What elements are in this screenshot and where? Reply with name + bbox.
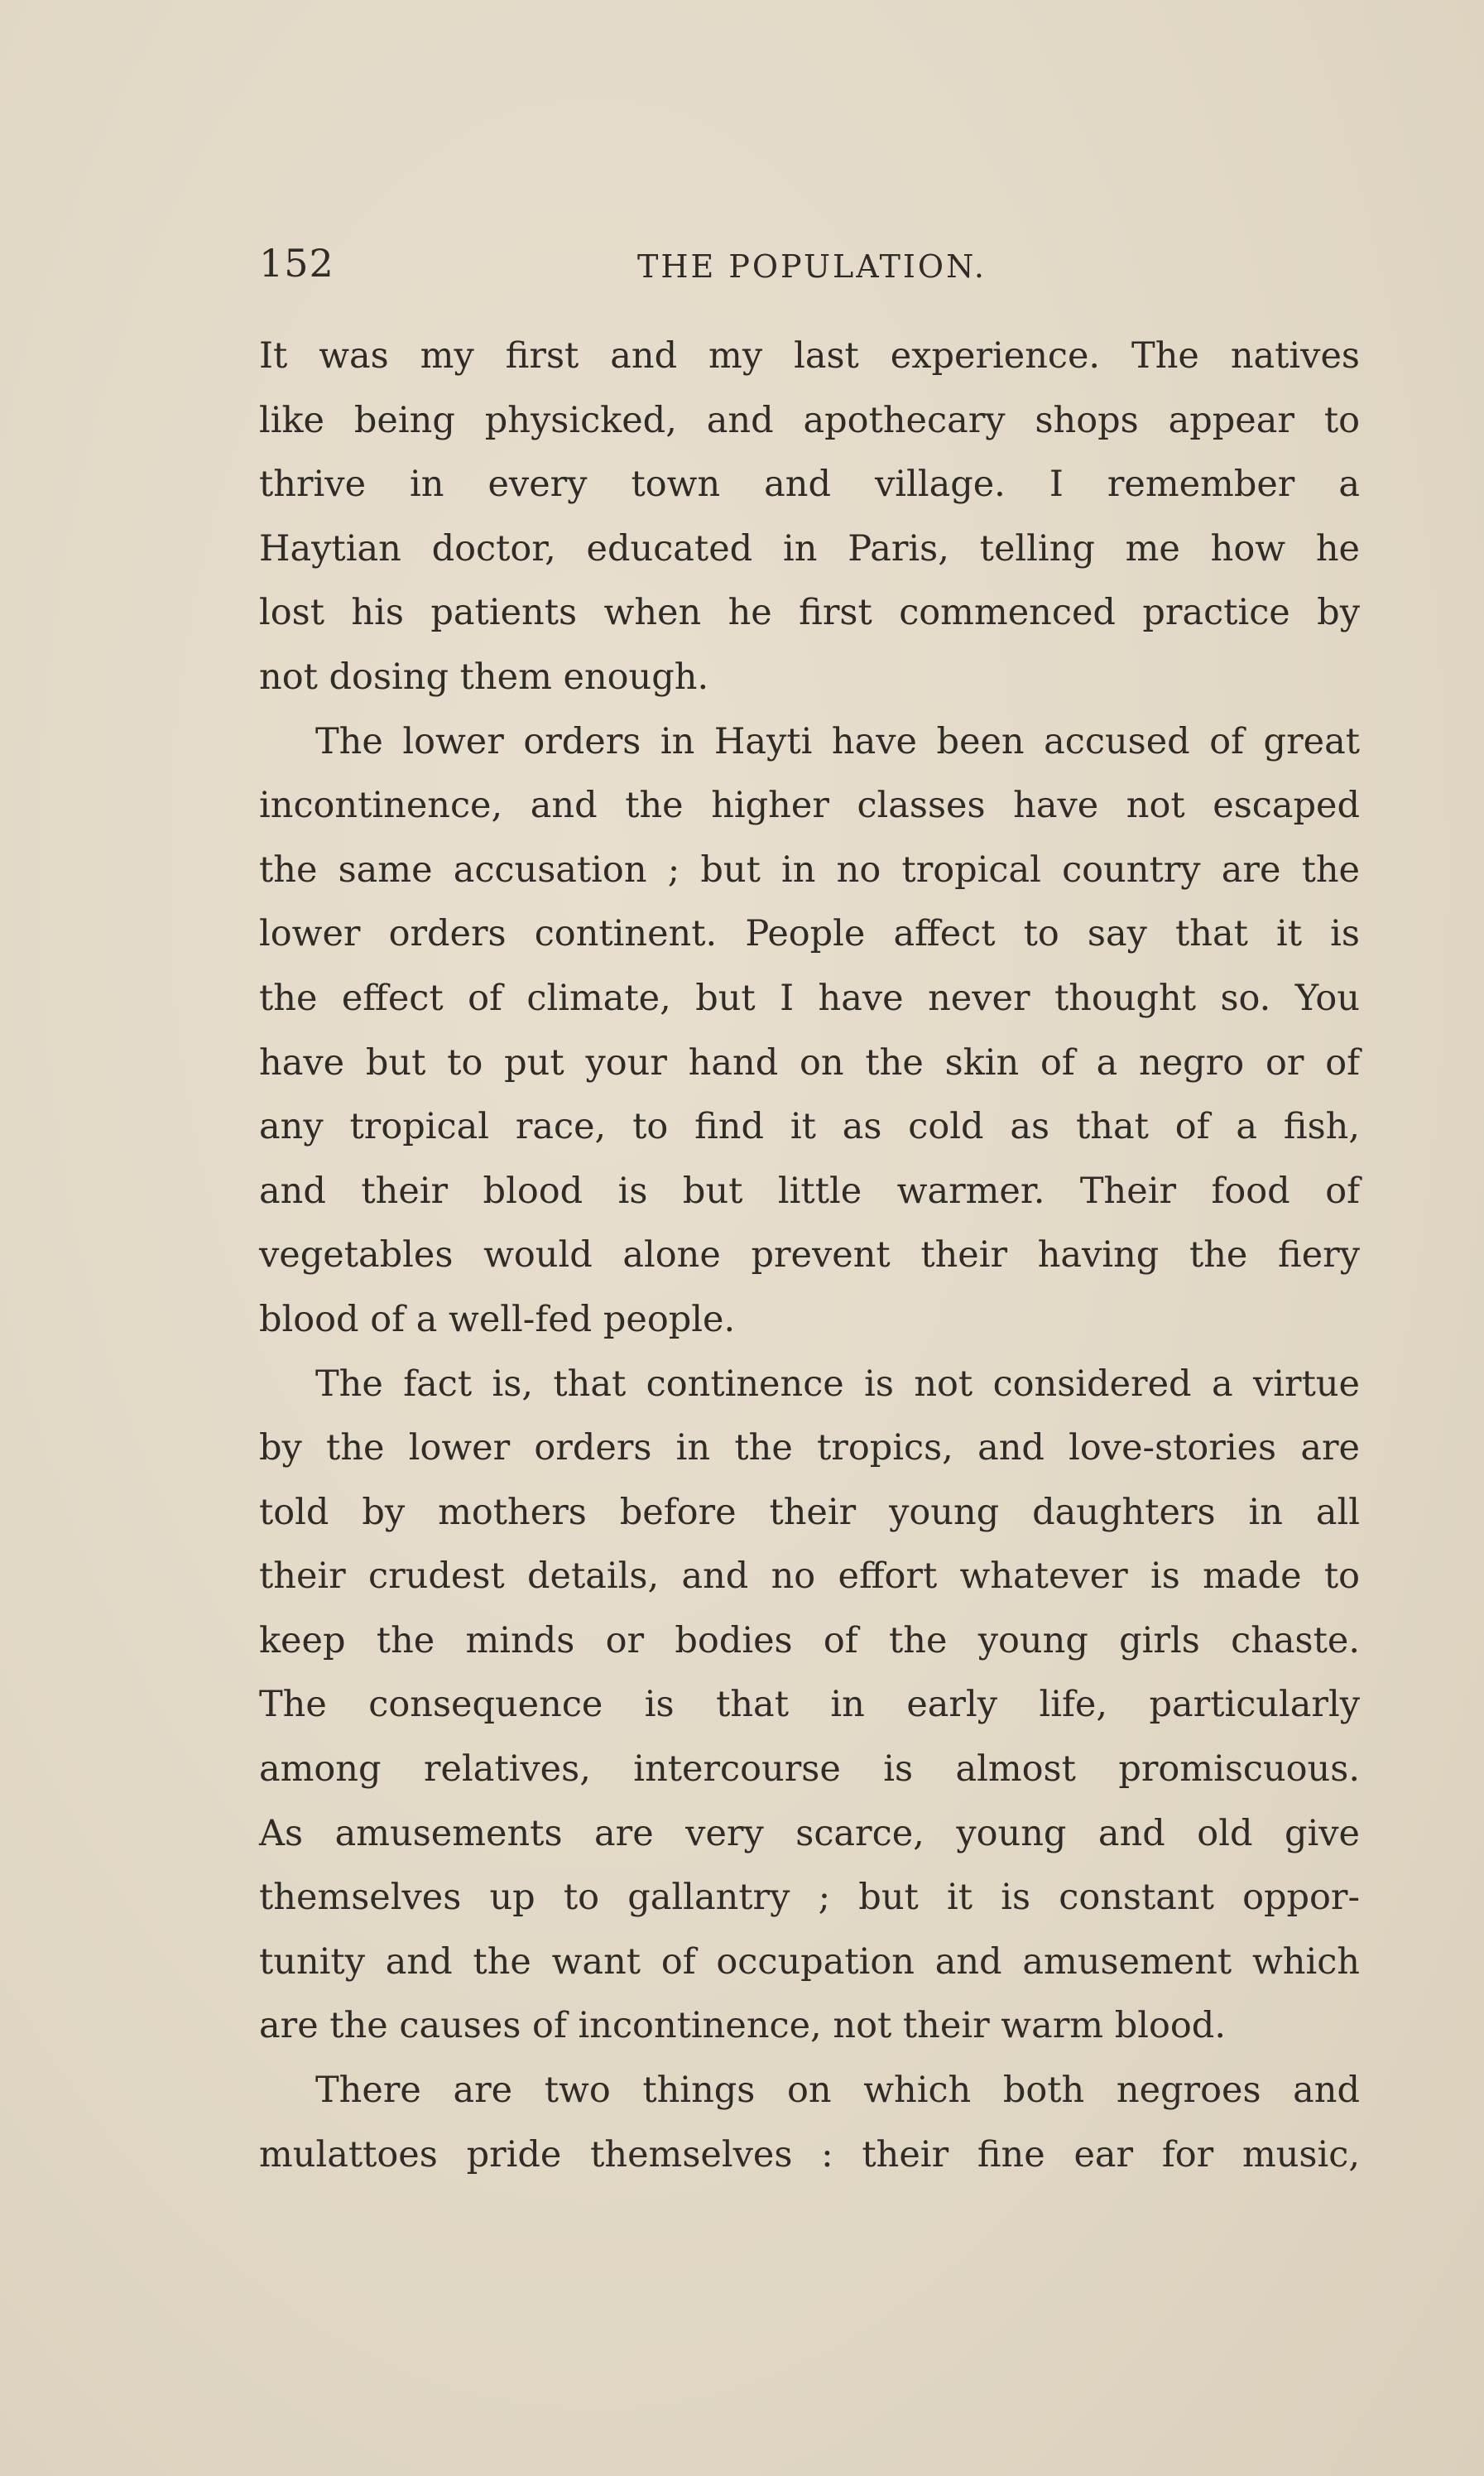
text-line: As amusements are very scarce, young and old give [259,1812,1360,1854]
text-line: have but to put your hand on the skin of a negro or of [259,1041,1360,1084]
text-line: lower orders continent. People affect to say that it is [259,913,1360,955]
text-line: the same accusation ; but in no tropical country are the [259,849,1360,891]
text-line: tunity and the want of occupation and amusement which [259,1940,1360,1983]
text-line: by the lower orders in the tropics, and love-stories are [259,1427,1360,1469]
text-line: their crudest details, and no effort whatever is made to [259,1555,1360,1598]
text-line: blood of a well-fed people. [259,1298,736,1340]
body-text [259,325,1360,2187]
text-line: mulattoes pride themselves : their fine ear for music, [259,2133,1360,2176]
text-line: and their blood is but little warmer. Their food of [259,1170,1360,1212]
text-line: told by mothers before their young daughters in all [259,1491,1360,1533]
page-number: 152 [259,241,334,286]
text-line: the effect of climate, but I have never thought so. You [259,977,1360,1019]
text-line: It was my first and my last experience. The natives [259,335,1360,377]
text-line: The fact is, that continence is not considered a virtue [315,1363,1360,1405]
text-line: incontinence, and the higher classes have not escaped [259,785,1360,827]
text-line: lost his patients when he first commenced practice by [259,592,1360,634]
page-header [259,238,1365,288]
text-line: like being physicked, and apothecary shops appear to [259,399,1360,441]
text-line: There are two things on which both negroes and [315,2070,1360,2112]
text-line: are the causes of incontinence, not their warm blood. [259,2005,1226,2047]
paragraph [259,1353,1360,2060]
text-line: thrive in every town and village. I remember a [259,464,1360,506]
text-line: keep the minds or bodies of the young girls chaste. [259,1619,1360,1661]
text-line: among relatives, intercourse is almost promiscuous. [259,1748,1360,1791]
text-line: The lower orders in Hayti have been accused of great [315,720,1360,762]
running-head: THE POPULATION. [637,248,987,285]
paragraph [259,325,1360,710]
text-line: vegetables would alone prevent their having the fiery [259,1234,1360,1276]
paragraph [259,710,1360,1353]
text-line: Haytian doctor, educated in Paris, telling me how he [259,527,1360,570]
text-line: The consequence is that in early life, particularly [259,1684,1360,1726]
paragraph [259,2059,1360,2187]
text-line: any tropical race, to find it as cold as that of a fish, [259,1106,1360,1148]
text-line: themselves up to gallantry ; but it is constant oppor- [259,1877,1360,1919]
text-line: not dosing them enough. [259,656,709,698]
